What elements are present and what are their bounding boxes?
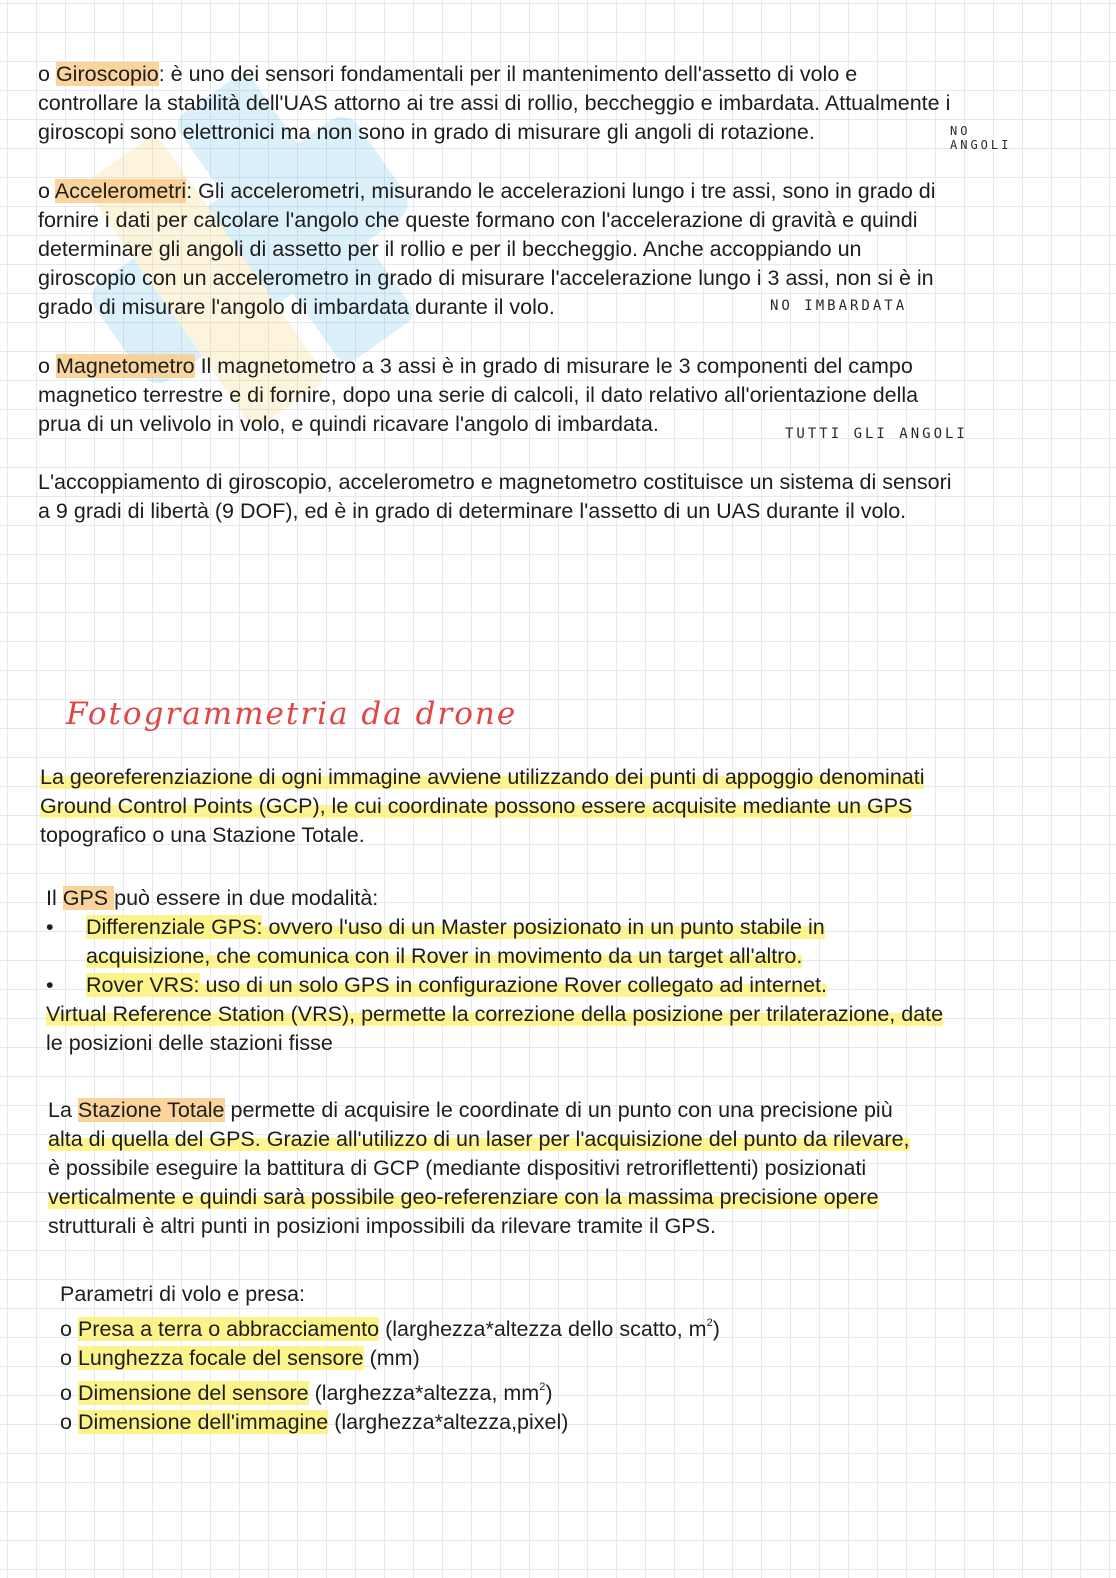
handwritten-note-no-angles: [950, 124, 1011, 152]
text-line: giroscopi sono elettronici ma non sono in grado di misurare gli angoli di rotazione.: [38, 120, 815, 144]
text-line: Virtual Reference Station (VRS), permette la correzione della posizione per trilaterazione, date: [46, 1002, 944, 1026]
list-item: [46, 913, 943, 942]
georeferencing-paragraph: [40, 763, 924, 850]
param-detail: (larghezza*altezza,pixel): [328, 1410, 569, 1434]
bullet-marker: o: [60, 1381, 72, 1405]
param-close: ): [545, 1381, 553, 1405]
note-line: ANGOLI: [950, 138, 1012, 152]
text-line: Ground Control Points (GCP), le cui coordinate possono essere acquisite mediante un GPS: [40, 794, 913, 818]
bullet-marker: o: [38, 62, 50, 86]
text-line: fornire i dati per calcolare l'angolo che queste formano con l'accelerazione di gravità e quindi: [38, 208, 918, 232]
list-item: [60, 1309, 720, 1344]
flight-parameters-list: [60, 1280, 720, 1437]
term-rover-vrs: Rover VRS:: [86, 973, 200, 997]
text-line: le posizioni delle stazioni fisse: [46, 1031, 333, 1055]
text-line: determinare gli angoli di assetto per il rollio e per il beccheggio. Anche accoppiando un: [38, 237, 862, 261]
text-line: topografico o una Stazione Totale.: [40, 823, 365, 847]
sensor-summary-paragraph: [38, 468, 952, 526]
text-line: alta di quella del GPS. Grazie all'utilizzo di un laser per l'acquisizione del punto da rilevare,: [48, 1127, 910, 1151]
text-line: : Gli accelerometri, misurando le accelerazioni lungo i tre assi, sono in grado di: [186, 179, 936, 203]
text-line: grado di misurare l'angolo di imbardata durante il volo.: [38, 295, 555, 319]
param-term: Dimensione del sensore: [77, 1381, 309, 1405]
text-line: L'accoppiamento di giroscopio, accelerometro e magnetometro costituisce un sistema di sensori: [38, 470, 952, 494]
text-line: verticalmente e quindi sarà possibile geo-referenziare con la massima precisione opere: [48, 1185, 879, 1209]
text-fragment: ovvero l'uso di un Master posizionato in un punto stabile in: [262, 915, 825, 939]
term-differential-gps: Differenziale GPS:: [86, 915, 263, 939]
list-item: [60, 1373, 720, 1408]
term-total-station: Stazione Totale: [77, 1098, 225, 1122]
text-fragment: La: [48, 1098, 78, 1122]
handwritten-note-all-angles: TUTTI GLI ANGOLI: [785, 426, 968, 442]
text-line: La georeferenziazione di ogni immagine avviene utilizzando dei punti di appoggio denominati: [40, 765, 925, 789]
section-heading: Fotogrammetria da drone: [66, 696, 518, 732]
text-line: acquisizione, che comunica con il Rover in movimento da un target all'altro.: [86, 944, 803, 968]
text-fragment: permette di acquisire le coordinate di un punto con una precisione più: [224, 1098, 893, 1122]
note-line: NO: [950, 124, 971, 138]
text-line: prua di un velivolo in volo, e quindi ricavare l'angolo di imbardata.: [38, 412, 659, 436]
param-close: ): [712, 1317, 720, 1341]
text-line: è possibile eseguire la battitura di GCP (mediante dispositivi retroriflettenti) posizionati: [48, 1156, 867, 1180]
param-term: Dimensione dell'immagine: [77, 1410, 329, 1434]
bullet-icon: •: [46, 973, 54, 997]
bullet-marker: o: [38, 354, 50, 378]
param-term: Presa a terra o abbracciamento: [77, 1317, 380, 1341]
bullet-icon: •: [46, 915, 54, 939]
param-detail: (mm): [363, 1346, 420, 1370]
superscript: 2: [706, 1317, 713, 1329]
list-item: [46, 971, 943, 1000]
text-line: strutturali è altri punti in posizioni impossibili da rilevare tramite il GPS.: [48, 1214, 716, 1238]
param-detail: (larghezza*altezza dello scatto, m: [379, 1317, 707, 1341]
gps-modes-paragraph: [46, 884, 943, 1058]
text-line: : è uno dei sensori fondamentali per il mantenimento dell'assetto di volo e: [158, 62, 858, 86]
list-item: [60, 1344, 720, 1373]
text-line: Il magnetometro a 3 assi è in grado di misurare le 3 componenti del campo: [194, 354, 913, 378]
text-fragment: può essere in due modalità:: [114, 886, 379, 910]
bullet-marker: o: [60, 1346, 72, 1370]
term-gps: GPS: [62, 886, 115, 910]
term-magnetometer: Magnetometro: [55, 354, 195, 378]
text-fragment: uso di un solo GPS in configurazione Rover collegato ad internet.: [199, 973, 827, 997]
term-gyroscope: Giroscopio: [55, 62, 159, 86]
text-line: giroscopio con un accelerometro in grado di misurare l'accelerazione lungo i 3 assi, non si è in: [38, 266, 934, 290]
gyroscope-paragraph: [38, 60, 950, 147]
text-line: a 9 gradi di libertà (9 DOF), ed è in grado di determinare l'assetto di un UAS durante il volo.: [38, 499, 907, 523]
param-term: Lunghezza focale del sensore: [77, 1346, 364, 1370]
text-fragment: Il: [46, 886, 63, 910]
bullet-marker: o: [60, 1410, 72, 1434]
total-station-paragraph: [48, 1096, 910, 1241]
list-title: Parametri di volo e presa:: [60, 1282, 305, 1306]
term-accelerometers: Accelerometri: [54, 179, 187, 203]
bullet-marker: o: [38, 179, 50, 203]
handwritten-note-no-yaw: NO IMBARDATA: [770, 298, 908, 314]
text-line: controllare la stabilità dell'UAS attorno ai tre assi di rollio, beccheggio e imbardata. Attualmente i: [38, 91, 951, 115]
text-line: magnetico terrestre e di fornire, dopo una serie di calcoli, il dato relativo all'orientazione della: [38, 383, 919, 407]
param-detail: (larghezza*altezza, mm: [308, 1381, 540, 1405]
superscript: 2: [539, 1381, 546, 1393]
bullet-marker: o: [60, 1317, 72, 1341]
list-item: [60, 1408, 720, 1437]
